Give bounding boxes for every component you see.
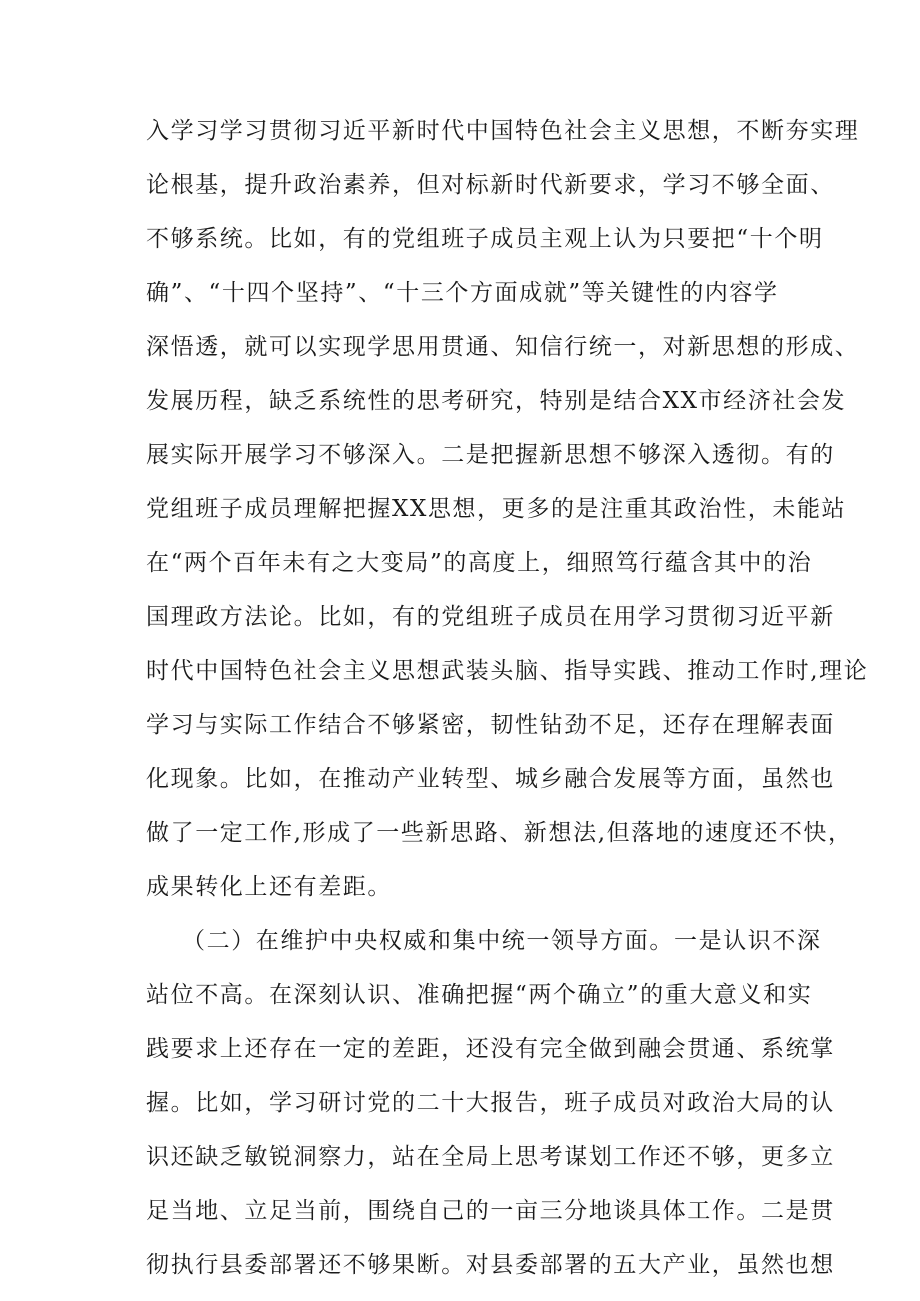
document-body <box>146 104 869 1292</box>
paragraph-1 <box>146 104 869 914</box>
text-line: 做了一定工作,形成了一些新思路、新想法,但落地的速度还不快， <box>146 820 853 846</box>
text-line: 发展历程，缺乏系统性的思考研究，特别是结合XX市经济社会发 <box>146 388 847 414</box>
text-line: 足当地、立足当前，围绕自己的一亩三分地谈具体工作。二是贯 <box>146 1198 835 1224</box>
text-line: 握。比如，学习研讨党的二十大报告，班子成员对政治大局的认 <box>146 1090 835 1116</box>
text-line: 彻执行县委部署还不够果断。对县委部署的五大产业，虽然也想 <box>146 1252 835 1278</box>
text-line: 在“两个百年未有之大变局”的高度上，细照笃行蕴含其中的治 <box>146 550 813 576</box>
text-line: 入学习学习贯彻习近平新时代中国特色社会主义思想，不断夯实理 <box>146 118 860 144</box>
text-line: 学习与实际工作结合不够紧密，韧性钻劲不足，还存在理解表面 <box>146 712 835 738</box>
paragraph-2 <box>146 914 835 1292</box>
text-line: 践要求上还存在一定的差距，还没有完全做到融会贯通、系统掌 <box>146 1036 835 1062</box>
text-line: 不够系统。比如，有的党组班子成员主观上认为只要把“十个明 <box>146 226 824 252</box>
text-line: （二）在维护中央权威和集中统一领导方面。一是认识不深 <box>182 928 822 954</box>
text-line: 国理政方法论。比如，有的党组班子成员在用学习贯彻习近平新 <box>146 604 835 630</box>
text-line: 确”、“十四个坚持”、“十三个方面成就”等关键性的内容学 <box>146 280 779 306</box>
text-line: 时代中国特色社会主义思想武装头脑、指导实践、推动工作时,理论 <box>146 658 869 684</box>
text-line: 论根基，提升政治素养，但对标新时代新要求，学习不够全面、 <box>146 172 835 198</box>
text-line: 深悟透，就可以实现学思用贯通、知信行统一，对新思想的形成、 <box>146 334 860 360</box>
text-line: 展实际开展学习不够深入。二是把握新思想不够深入透彻。有的 <box>146 442 835 468</box>
text-line: 成果转化上还有差距。 <box>146 874 392 900</box>
text-line: 站位不高。在深刻认识、准确把握“两个确立”的重大意义和实 <box>146 982 813 1008</box>
text-line: 党组班子成员理解把握XX思想，更多的是注重其政治性，未能站 <box>146 496 847 522</box>
text-line: 识还缺乏敏锐洞察力，站在全局上思考谋划工作还不够，更多立 <box>146 1144 835 1170</box>
text-line: 化现象。比如，在推动产业转型、城乡融合发展等方面，虽然也 <box>146 766 835 792</box>
